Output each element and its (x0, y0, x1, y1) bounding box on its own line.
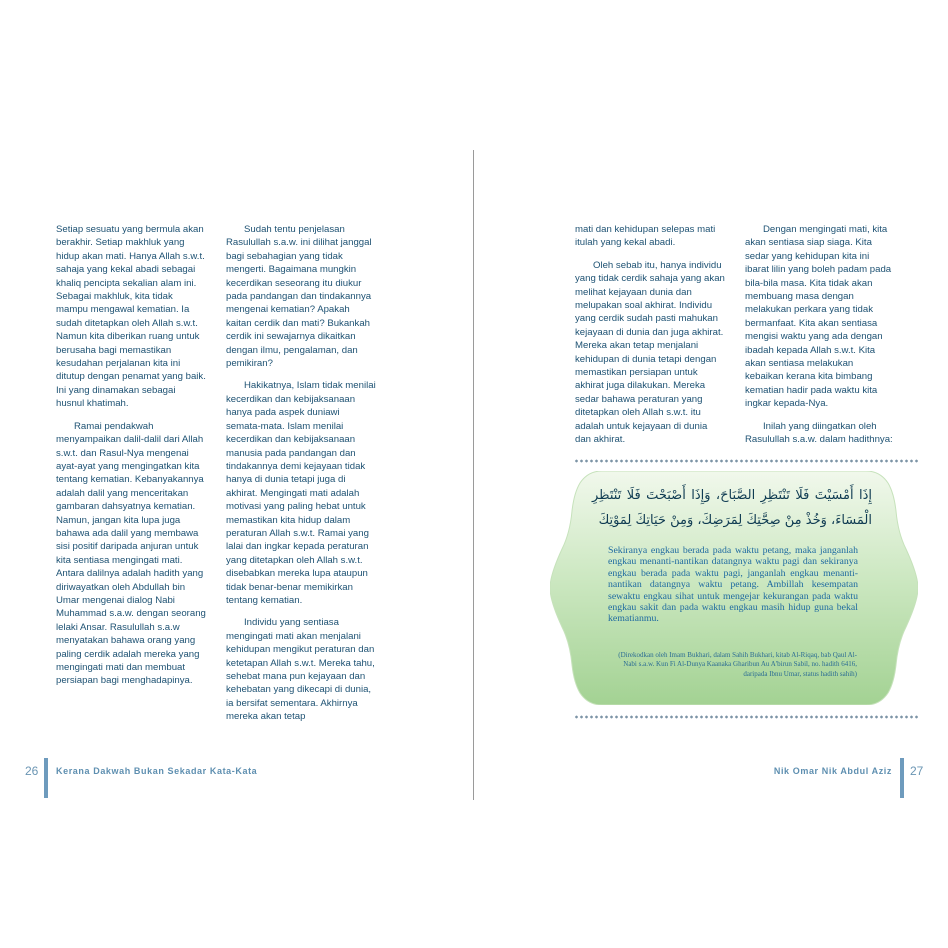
paragraph: Sudah tentu penjelasan Rasulullah s.a.w. ini dilihat janggal bagi sebahagian yang tidak mengerti. Bagaimana mungkin kecerdikan seseorang itu diukur pada pandangan dan tindakannya mengenai kematian? Apakah kaitan cerdik dan mati? Bukankah cerdik ini sewajarnya dikaitkan dengan ilmu, pengalaman, dan pemikiran? (226, 224, 372, 370)
paragraph: Dengan mengingati mati, kita akan sentiasa siap siaga. Kita sedar yang kehidupan kita ini ibarat lilin yang boleh padam pada bila-bila masa. Kita tidak akan membuang masa dengan melakukan perkara yang tidak bermanfaat. Kita akan sentiasa mengisi waktu yang ada dengan ibadah kepada Allah s.w.t. Kita akan sentiasa melakukan kebaikan kerana kita bimbang kematian hadir pada waktu kita ingkar kepada-Nya. (745, 224, 892, 410)
paragraph: Individu yang sentiasa mengingati mati akan menjalani kehidupan mengikut peraturan dan ketetapan Allah s.w.t. Mereka tahu, sehebat mana pun kejayaan dan kehebatan yang dikecapi di dunia, ia bersifat sementara. Akhirnya mereka akan tetap (226, 617, 375, 723)
paragraph: Ramai pendakwah menyampaikan dalil-dalil dari Allah s.w.t. dan Rasul-Nya mengenai ayat-ayat yang mengingatkan kita tentang kematian. Kebanyakannya adalah dalil yang menceritakan gambaran dahsyatnya kematian. Namun, jangan kita lupa juga bahawa ada dalil yang membawa sisi positif daripada anjuran untuk kita sentiasa mengingati mati. Antara dalilnya adalah hadith yang diriwayatkan oleh Abdullah bin Umar mengenai dialog Nabi Muhammad s.a.w. dengan seorang lelaki Ansar. Rasulullah s.a.w menyatakan bahawa orang yang paling cerdik adalah mereka yang mengingati mati dan membuat persiapan bagi menghadapinya. (56, 420, 206, 687)
left-page-column-1 (56, 223, 206, 697)
right-page-column-2 (745, 223, 893, 456)
footer-accent-bar-right (900, 758, 904, 798)
hadith-box (550, 471, 918, 705)
paragraph: mati dan kehidupan selepas mati itulah yang kekal abadi. (575, 224, 716, 249)
left-page-column-2 (226, 223, 376, 733)
paragraph: Hakikatnya, Islam tidak menilai kecerdikan dan kebijaksanaan hanya pada aspek duniawi semata-mata. Islam menilai kecerdikan dan kebijaksanaan manusia pada pandangan dan tindakannya demi kejayaan tidak hanya di dunia tetapi juga di akhirat. Mengingati mati adalah motivasi yang paling hebat untuk memastikan kita hidup dalam peraturan Allah s.w.t. Ramai yang lalai dan ingkar kepada peraturan yang ditetapkan oleh Allah s.w.t. disebabkan mereka lupa ataupun tidak benar-benar memikirkan tentang kematian. (226, 380, 376, 606)
page-number-left: 26 (25, 764, 39, 778)
hadith-arabic-text: إِذَا أَمْسَيْتَ فَلَا تَنْتَظِرِ الصَّبَاحَ، وَإِذَا أَصْبَحْتَ فَلَا تَنْتَظِرِ الْمَسَاءَ، وَخُذْ مِنْ صِحَّتِكَ لِمَرَضِكَ، وَمِنْ حَيَاتِكَ لِمَوْتِكَ (592, 488, 872, 528)
running-title-right: Nik Omar Nik Abdul Aziz (773, 766, 892, 776)
page-gutter (473, 150, 474, 800)
paragraph: Inilah yang diingatkan oleh Rasulullah s.a.w. dalam hadithnya: (745, 420, 893, 446)
hadith-source: (Direkodkan oleh Imam Bukhari, dalam Sahih Bukhari, kitab Al-Riqaq, bab Qaul Al-Nabi s.a.w. Kun Fi Al-Dunya Kaanaka Gharibun Au A'birun Sabil, no. hadith 6416, daripada Ibnu Umar, status hadith sahih) (618, 651, 857, 678)
dotted-divider-bottom (574, 715, 919, 719)
footer-accent-bar-left (44, 758, 48, 798)
dotted-divider-top (574, 459, 919, 463)
running-title-left: Kerana Dakwah Bukan Sekadar Kata-Kata (56, 766, 258, 776)
hadith-translation: Sekiranya engkau berada pada waktu petang, maka janganlah engkau menanti-nantikan datangnya waktu pagi dan sekiranya engkau berada pada waktu pagi, janganlah engkau menanti-nantikan datangnya waktu petang. Ambillah kesempatan sewaktu engkau sihat untuk mengejar kekurangan pada waktu engkau sakit dan pada waktu engkau masih hidup guna bekal kematianmu. (608, 545, 858, 625)
right-page-column-1 (575, 223, 725, 456)
paragraph: Setiap sesuatu yang bermula akan berakhir. Setiap makhluk yang hidup akan mati. Hanya Allah s.w.t. sahaja yang kekal abadi sebagai khaliq pencipta sekalian alam ini. Sebagai makhluk, kita tidak mampu mengawal kematian. Ia sudah ditetapkan oleh Allah s.w.t. Namun kita diberikan ruang untuk berusaha bagi memastikan kesudahan perjalanan kita ini ditutup dengan penamat yang baik. Ini yang dinamakan sebagai husnul khatimah. (56, 224, 206, 410)
paragraph: Oleh sebab itu, hanya individu yang tidak cerdik sahaja yang akan melihat kejayaan dunia dan melupakan soal akhirat. Individu yang cerdik sudah pasti mahukan kejayaan di dunia dan juga akhirat. Mereka akan tetap menjalani kehidupan di dunia tetapi dengan memastikan persiapan untuk akhirat juga dilakukan. Mereka sedar bahawa peraturan yang ditetapkan oleh Allah s.w.t. itu adalah untuk kejayaan di dunia dan akhirat. (575, 259, 725, 446)
page-number-right: 27 (910, 764, 924, 778)
